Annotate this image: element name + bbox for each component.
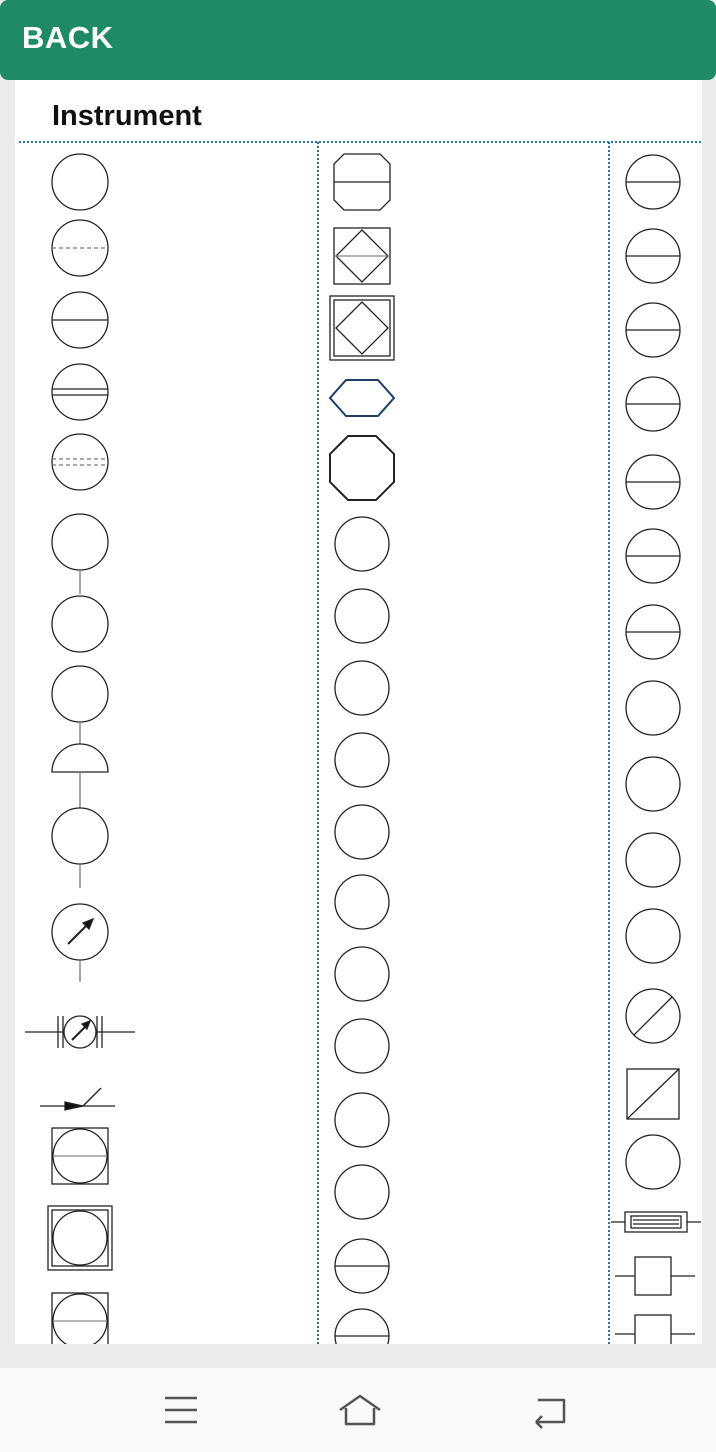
tag-circle-symbol-icon — [611, 597, 695, 667]
tag-circle-symbol-icon — [611, 673, 695, 743]
column-divider — [317, 142, 319, 1344]
tag-circle-symbol-icon — [322, 1080, 402, 1160]
tag-circle-symbol-icon — [611, 749, 695, 819]
tag-circle-symbol-icon — [322, 1006, 402, 1086]
tag-circle-symbol-icon — [611, 147, 695, 217]
tag-circle-symbol-icon — [322, 1226, 402, 1306]
top-bar — [0, 0, 716, 80]
tag-circle-symbol-icon — [611, 221, 695, 291]
tag-circle-symbol-icon — [322, 720, 402, 800]
back-icon[interactable] — [526, 1388, 574, 1432]
tag-circle-symbol-icon — [322, 792, 402, 872]
tag-circle-symbol-icon — [322, 1296, 402, 1344]
tag-circle-symbol-icon — [611, 825, 695, 895]
tag-circle-symbol-icon — [611, 369, 695, 439]
tag-circle-symbol-icon — [322, 862, 402, 942]
tag-circle-symbol-icon — [611, 521, 695, 591]
page-title: Instrument — [52, 100, 202, 132]
comp-ind-symbol-icon — [322, 142, 402, 222]
symbol-sheet — [15, 80, 702, 1344]
spx-symbol-icon — [611, 1059, 695, 1129]
tag-circle-symbol-icon — [322, 504, 402, 584]
tag-circle-symbol-icon — [322, 648, 402, 728]
octagon-symbol-icon — [322, 428, 402, 508]
diag-symbol-icon — [611, 981, 695, 1051]
tag-circle-symbol-icon — [611, 901, 695, 971]
system-nav-bar — [0, 1368, 716, 1452]
tag-circle-symbol-icon — [611, 447, 695, 517]
tag-circle-symbol-icon — [322, 934, 402, 1014]
prog-ind-symbol-icon — [322, 216, 402, 296]
column-divider — [608, 142, 610, 1344]
gauge-symbol-icon — [25, 882, 135, 982]
menu-icon[interactable] — [157, 1388, 205, 1432]
tag-circle-symbol-icon — [611, 295, 695, 365]
hexagon-symbol-icon — [322, 358, 402, 438]
tag-circle-symbol-icon — [322, 576, 402, 656]
circle-num-symbol-icon — [25, 786, 135, 886]
shared-symbol-icon — [25, 1271, 135, 1344]
home-icon[interactable] — [336, 1388, 384, 1432]
disp-prog-symbol-icon — [322, 288, 402, 368]
back-button[interactable]: BACK — [22, 20, 114, 55]
boxletter-symbol-icon — [611, 1299, 695, 1344]
tag-circle-symbol-icon — [322, 1152, 402, 1232]
